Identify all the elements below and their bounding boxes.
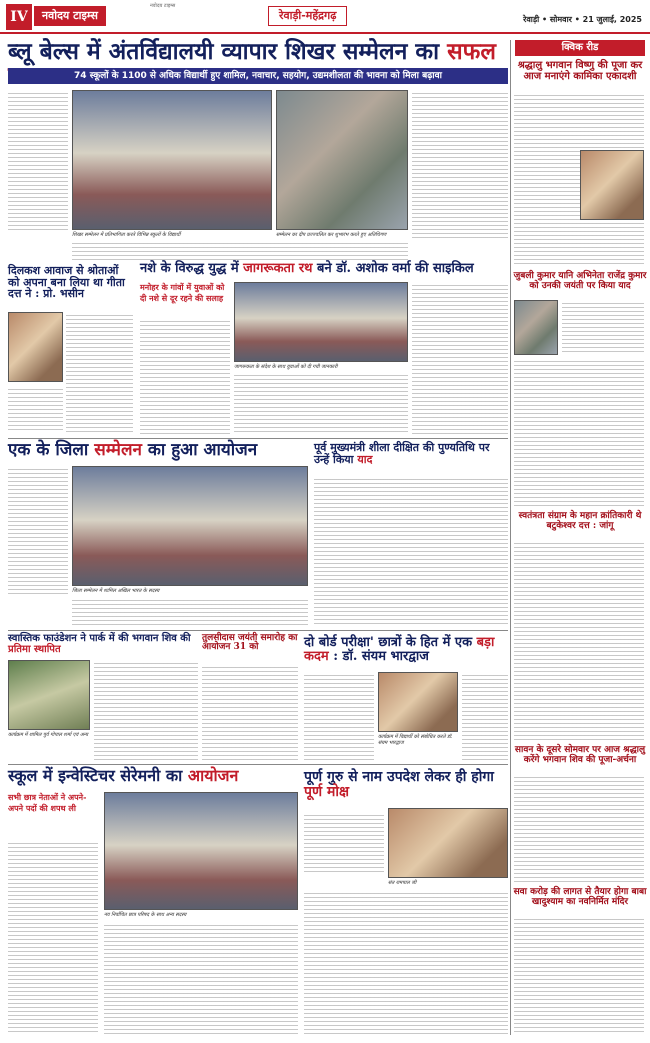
quick-read-story2-body-2 (514, 358, 644, 508)
quick-read-tag: क्विक रीड (515, 40, 645, 56)
board-headline: दो बोर्ड परीक्षा' छात्रों के हित में एक बड़ा कदम : डॉ. संयम भारद्वाज (304, 635, 495, 664)
guru-body-1 (304, 812, 384, 872)
masthead-small-text: नवोदय टाइम्स (150, 3, 176, 9)
sammelan-headline: एक के जिला सम्मेलन का हुआ आयोजन (8, 440, 258, 460)
nasha-body-2 (234, 372, 408, 434)
quick-read-story2-headline: जुबली कुमार यानि अभिनेता राजेंद्र कुमार को उनकी जयंती पर किया याद (513, 271, 647, 291)
investiture-side-note: सभी छात्र नेताओं ने अपने-अपने पदों की शपथ ली (8, 793, 87, 813)
dateline: रेवाड़ी • सोमवार • 21 जुलाई, 2025 (523, 15, 642, 24)
quick-read-story2-body-1 (562, 300, 644, 355)
guru-headline: पूर्ण गुरु से नाम उपदेश लेकर ही होगा पूर्ण मोक्ष (304, 769, 494, 800)
rajendra-kumar-photo (514, 300, 558, 355)
nasha-photo-caption: जागरूकता के संदेश के साथ युवाओं को दी गयी जानकारी (234, 364, 338, 370)
board-photo (378, 672, 458, 732)
page-number: IV (6, 4, 32, 30)
board-body-1 (304, 672, 374, 760)
guru-body-2 (304, 890, 508, 1035)
nasha-photo (234, 282, 408, 362)
nasha-headline: नशे के विरुद्ध युद्ध में जागरूकता रथ बने डॉ. अशोक वर्मा की साइकिल (140, 261, 474, 276)
swastik-photo (8, 660, 90, 730)
masthead-rule (0, 32, 650, 34)
quick-read-story4-body (514, 774, 644, 884)
lead-photo-1-caption: शिखर सम्मेलन में प्रतिभागिता करते विभिन्न स्कूलों के विद्यार्थी (72, 232, 181, 238)
bhasin-photo (8, 312, 63, 382)
vishnu-photo (580, 150, 644, 220)
swastik-headline: स्वास्तिक फाउंडेशन ने पार्क में की भगवान शिव की प्रतिमा स्थापित (8, 633, 191, 655)
lead-subheadline: 74 स्कूलों के 1100 से अधिक विद्यार्थी हुए शामिल, नवाचार, सहयोग, उद्यमशीलता की भावना को मिला बढ़ावा (8, 68, 508, 84)
quick-read-story3-headline: स्वतंत्रता संग्राम के महान क्रांतिकारी थे बटुकेश्वर दत्त : जांगू (518, 511, 642, 531)
investiture-body-1 (8, 840, 98, 1035)
column-divider (510, 40, 511, 1035)
section-name: रेवाड़ी-महेंद्रगढ़ (268, 6, 347, 26)
bhasin-body-2 (8, 386, 63, 432)
swastik-photo-caption: कार्यक्रम में शामिल पुर्व गोपाल शर्मा एवं अन्य (8, 732, 89, 738)
lead-photo-1 (72, 90, 272, 230)
swastik-body (94, 660, 198, 760)
bhasin-body (66, 312, 133, 432)
board-photo-caption: कार्यक्रम में विद्यार्थी को संबोधित करते डॉ. संयम भारद्वाज (378, 734, 453, 746)
lead-headline: ब्लू बेल्स में अंतर्विद्यालयी व्यापार शिखर सम्मेलन का सफल (8, 38, 496, 65)
lead-body-col1 (8, 90, 68, 230)
quick-read-story4-headline: सावन के दूसरे सोमवार पर आज श्रद्धालु करेंगे भगवान शिव की पूजा-अर्चना (514, 745, 646, 765)
divider (8, 630, 508, 631)
lead-body-col2 (412, 90, 508, 240)
nasha-side-note: मनोहर के गांवों में युवाओं को दी नशे से दूर रहने की सलाह (140, 283, 225, 303)
lead-body-bottom (72, 240, 408, 260)
sammelan-body-2 (72, 597, 308, 627)
investiture-headline: स्कूल में इन्वेस्टिचर सेरेमनी का आयोजन (8, 766, 239, 785)
sammelan-photo (72, 466, 308, 586)
quick-read-story1-headline: श्रद्धालु भगवान विष्णु की पूजा कर आज मनाएंगे कामिका एकादशी (517, 60, 643, 82)
sammelan-photo-caption: जिला सम्मेलन में शामिल अखिल भारत के सदस्य (72, 588, 160, 594)
board-body-2 (462, 672, 508, 760)
investiture-photo (104, 792, 298, 910)
lead-photo-2 (276, 90, 408, 230)
divider (8, 764, 508, 765)
bhasin-headline: दिलकश आवाज से श्रोताओं को अपना बना लिया था गीता दत्त ने : प्रो. भसीन (8, 264, 125, 301)
lead-photo-2-caption: सम्मेलन का दीप प्रज्ज्वलित कर शुभारंभ करते हुए अतिथिगण (276, 232, 387, 238)
quick-read-story5-body (514, 916, 644, 1035)
sammelan-body-1 (8, 466, 68, 594)
masthead (0, 0, 650, 34)
quick-read-story3-body (514, 540, 644, 740)
quick-read-story5-headline: सवा करोड़ की लागत से तैयार होगा बाबा खादुश्याम का नवनिर्मित मंदिर (513, 887, 647, 907)
tulsidas-body (202, 664, 298, 760)
brand-logo: नवोदय टाइम्स (34, 6, 106, 26)
investiture-body-2 (104, 922, 298, 1035)
divider (8, 438, 508, 439)
nasha-body-1 (140, 318, 230, 434)
guru-photo-caption: संत रामपाल जी (388, 880, 417, 886)
sheila-headline: पूर्व मुख्यमंत्री शीला दीक्षित की पुण्यतिथि पर उन्हें किया याद (314, 441, 490, 466)
sheila-body (314, 476, 508, 626)
investiture-photo-caption: नव निर्वाचित छात्र परिषद के साथ अन्य सदस्य (104, 912, 187, 918)
tulsidas-headline: तुलसीदास जयंती समारोह का आयोजन 31 को (202, 633, 298, 653)
guru-photo (388, 808, 508, 878)
nasha-body-3 (412, 282, 508, 434)
